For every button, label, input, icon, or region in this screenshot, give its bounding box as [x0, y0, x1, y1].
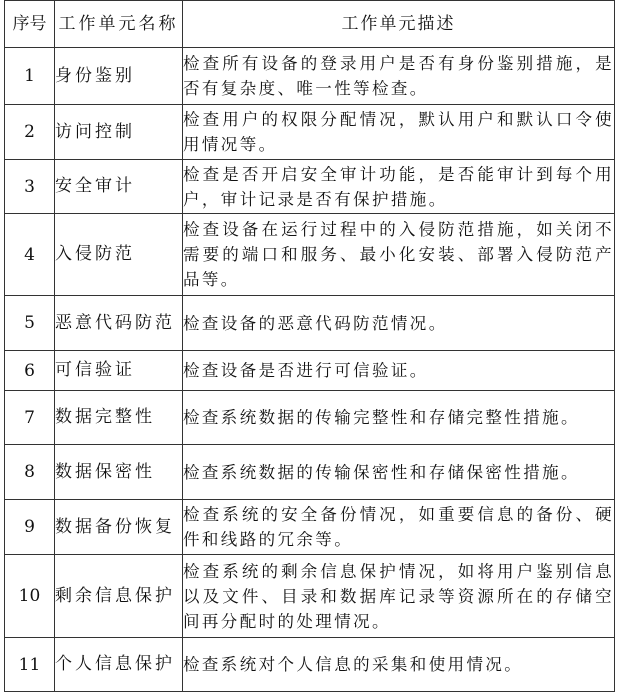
row-unit-name: 访问控制: [55, 105, 183, 160]
table-row: [5, 555, 615, 638]
table-row: [5, 160, 615, 214]
row-unit-name: 个人信息保护: [55, 638, 183, 692]
row-unit-name: 剩余信息保护: [55, 555, 183, 638]
row-description: 检查系统对个人信息的采集和使用情况。: [183, 638, 615, 692]
header-unit-description: 工作单元描述: [183, 1, 615, 48]
row-description: 检查设备在运行过程中的入侵防范措施，如关闭不需要的端口和服务、最小化安装、部署入侵防范产品等。: [183, 214, 615, 296]
header-unit-name: 工作单元名称: [55, 1, 183, 48]
row-seq: 5: [5, 296, 55, 351]
row-description: 检查系统的安全备份情况，如重要信息的备份、硬件和线路的冗余等。: [183, 500, 615, 555]
row-description: 检查系统数据的传输完整性和存储完整性措施。: [183, 391, 615, 445]
table-row: [5, 391, 615, 445]
row-description: 检查是否开启安全审计功能，是否能审计到每个用户，审计记录是否有保护措施。: [183, 160, 615, 214]
table-row: [5, 351, 615, 391]
row-seq: 3: [5, 160, 55, 214]
table-row: [5, 48, 615, 105]
row-description: 检查所有设备的登录用户是否有身份鉴别措施，是否有复杂度、唯一性等检查。: [183, 48, 615, 105]
row-unit-name: 可信验证: [55, 351, 183, 391]
table-header-row: [5, 1, 615, 48]
row-description: 检查系统数据的传输保密性和存储保密性措施。: [183, 445, 615, 500]
row-seq: 2: [5, 105, 55, 160]
table-row: [5, 500, 615, 555]
header-seq: 序号: [5, 1, 55, 48]
row-description: 检查设备的恶意代码防范情况。: [183, 296, 615, 351]
row-description: 检查用户的权限分配情况，默认用户和默认口令使用情况等。: [183, 105, 615, 160]
row-unit-name: 数据备份恢复: [55, 500, 183, 555]
table-row: [5, 445, 615, 500]
row-seq: 1: [5, 48, 55, 105]
row-unit-name: 身份鉴别: [55, 48, 183, 105]
row-description: 检查系统的剩余信息保护情况，如将用户鉴别信息以及文件、目录和数据库记录等资源所在的存储空间再分配时的处理情况。: [183, 555, 615, 638]
row-seq: 10: [5, 555, 55, 638]
row-seq: 6: [5, 351, 55, 391]
row-description: 检查设备是否进行可信验证。: [183, 351, 615, 391]
row-seq: 9: [5, 500, 55, 555]
row-unit-name: 数据完整性: [55, 391, 183, 445]
row-unit-name: 入侵防范: [55, 214, 183, 296]
row-seq: 8: [5, 445, 55, 500]
table-row: [5, 296, 615, 351]
table-row: [5, 638, 615, 692]
row-seq: 4: [5, 214, 55, 296]
row-seq: 11: [5, 638, 55, 692]
row-unit-name: 数据保密性: [55, 445, 183, 500]
row-unit-name: 恶意代码防范: [55, 296, 183, 351]
work-unit-table: [4, 0, 615, 692]
row-unit-name: 安全审计: [55, 160, 183, 214]
row-seq: 7: [5, 391, 55, 445]
table-row: [5, 105, 615, 160]
table-row: [5, 214, 615, 296]
